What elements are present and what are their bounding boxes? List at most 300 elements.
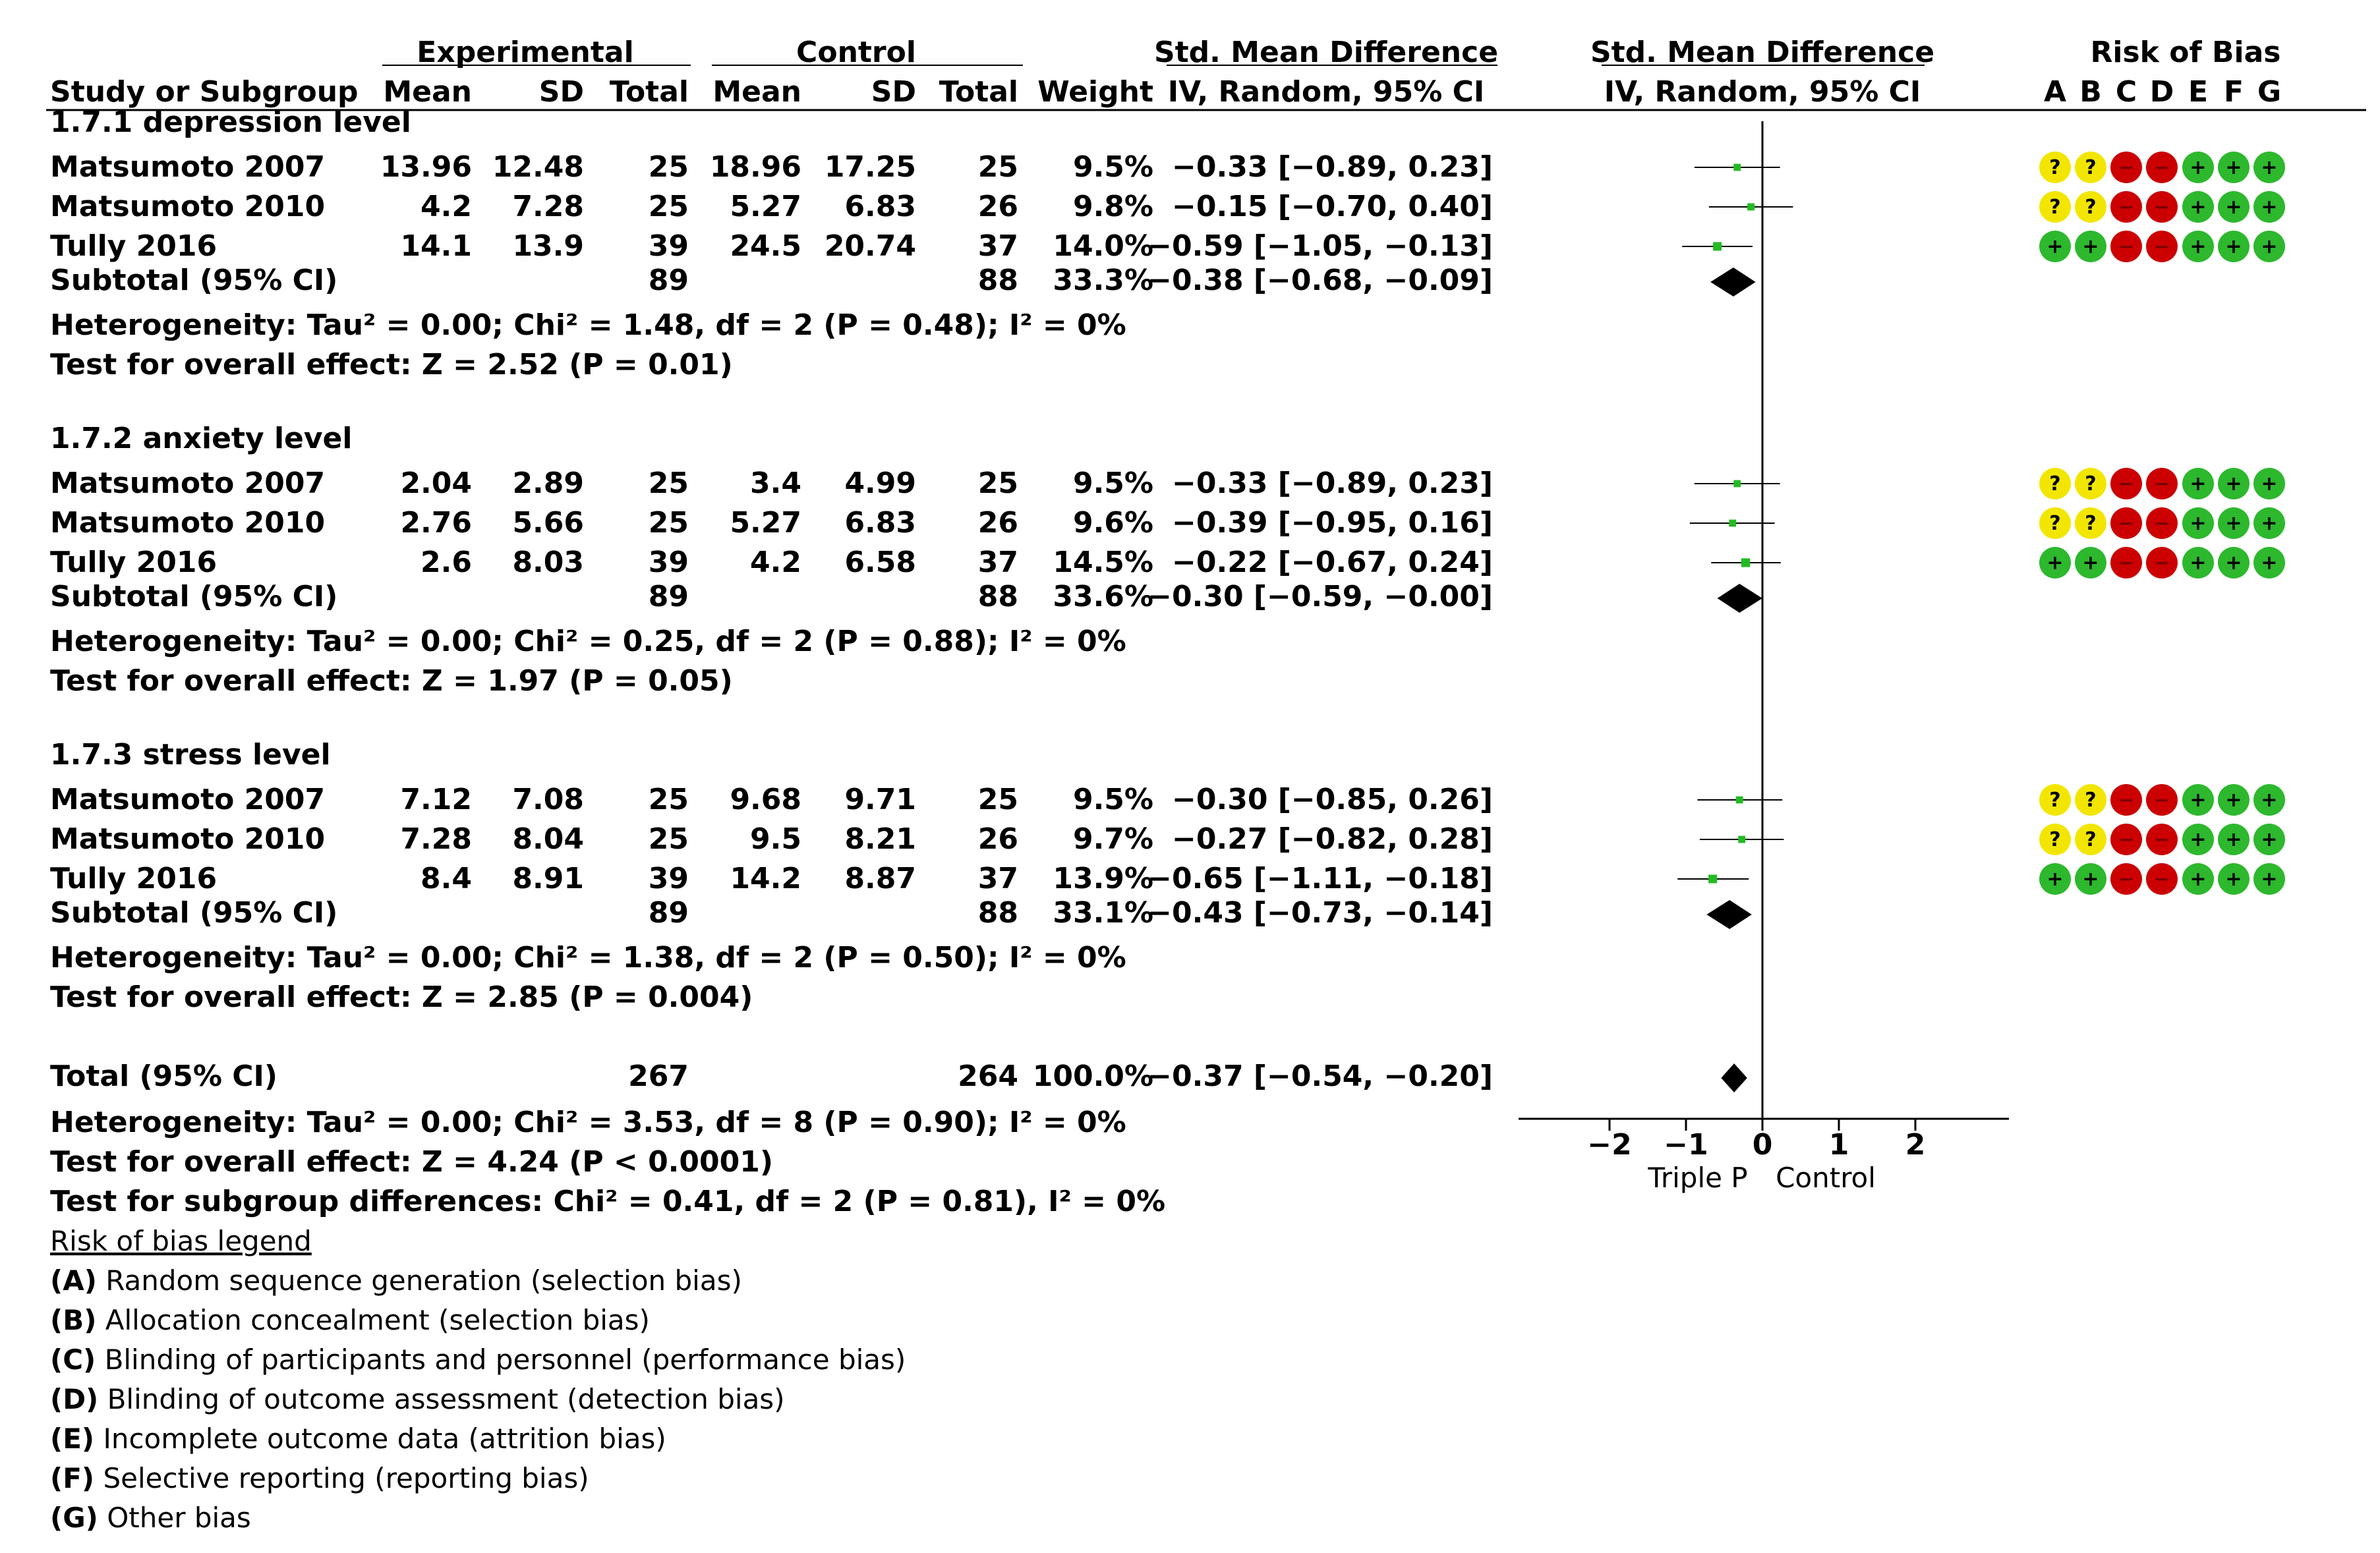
rob-judgement-1-2-0 bbox=[2039, 547, 2071, 579]
rob-legend-key: (A) bbox=[50, 1264, 97, 1297]
rob-legend-item bbox=[50, 1304, 650, 1336]
subtotal-exp-total: 89 bbox=[648, 580, 689, 613]
study-weight: 14.5% bbox=[1053, 546, 1153, 579]
rob-judgement-0-2-5 bbox=[2218, 231, 2249, 262]
rob-letter-e: E bbox=[2188, 75, 2209, 109]
ctl-sd: 6.83 bbox=[844, 190, 916, 223]
rob-judgement-0-1-4 bbox=[2182, 191, 2214, 223]
rob-glyph: + bbox=[2082, 551, 2099, 575]
study-ci: −0.22 [−0.67, 0.24] bbox=[1172, 546, 1493, 579]
study-name: Tully 2016 bbox=[50, 862, 218, 895]
x-tick-label: 0 bbox=[1752, 1128, 1773, 1162]
subtotal-ctl-total: 88 bbox=[977, 896, 1018, 930]
exp-mean: 7.28 bbox=[400, 822, 472, 856]
rob-judgement-0-0-2 bbox=[2110, 152, 2142, 183]
x-axis bbox=[1519, 1119, 2009, 1194]
x-label-favours-left: Triple P bbox=[1648, 1162, 1748, 1194]
rob-judgement-2-1-6 bbox=[2253, 824, 2285, 855]
subtotal-ctl-total: 88 bbox=[977, 264, 1018, 297]
rob-glyph: + bbox=[2225, 472, 2242, 495]
exp-mean: 13.96 bbox=[380, 150, 472, 184]
rob-letter-a: A bbox=[2043, 75, 2067, 109]
x-tick-label: −2 bbox=[1587, 1128, 1632, 1162]
subgroup-differences: Test for subgroup differences: Chi² = 0.41, df = 2 (P = 0.81), I² = 0% bbox=[50, 1185, 1166, 1218]
rob-legend-key: (C) bbox=[50, 1343, 96, 1376]
rob-judgement-2-0-6 bbox=[2253, 784, 2285, 816]
rob-judgement-2-1-1 bbox=[2075, 824, 2106, 855]
rob-judgement-0-1-0 bbox=[2039, 191, 2071, 223]
rob-legend-text: Random sequence generation (selection bias) bbox=[96, 1264, 742, 1297]
study-point-estimate bbox=[1713, 242, 1722, 251]
study-ci: −0.27 [−0.82, 0.28] bbox=[1172, 822, 1493, 856]
ctl-sd: 6.58 bbox=[844, 546, 916, 579]
smd-header: Std. Mean Difference bbox=[1153, 36, 1499, 69]
rob-judgement-0-0-5 bbox=[2218, 152, 2249, 183]
rob-glyph: ? bbox=[2049, 196, 2061, 219]
rob-judgement-1-2-6 bbox=[2253, 547, 2285, 579]
rob-judgement-1-0-6 bbox=[2253, 468, 2285, 499]
rob-glyph: + bbox=[2261, 828, 2278, 851]
rob-judgement-1-1-6 bbox=[2253, 507, 2285, 539]
rob-glyph: ? bbox=[2085, 789, 2097, 812]
rob-glyph: + bbox=[2190, 828, 2207, 851]
study-point-estimate bbox=[1733, 164, 1741, 171]
rob-judgement-0-0-3 bbox=[2146, 152, 2178, 183]
ctl-mean: 5.27 bbox=[730, 190, 801, 223]
rob-judgement-2-1-3 bbox=[2146, 824, 2178, 855]
rob-glyph: ? bbox=[2085, 156, 2097, 179]
x-tick-label: 1 bbox=[1828, 1128, 1849, 1162]
rob-glyph: ? bbox=[2049, 156, 2061, 179]
rob-judgement-2-1-5 bbox=[2218, 824, 2249, 855]
rob-judgement-1-2-5 bbox=[2218, 547, 2249, 579]
rob-judgement-1-1-5 bbox=[2218, 507, 2249, 539]
ctl-sd: 6.83 bbox=[844, 506, 916, 540]
subtotal-weight: 33.3% bbox=[1053, 264, 1153, 297]
subtotal-weight: 33.1% bbox=[1053, 896, 1153, 930]
rob-glyph: − bbox=[2153, 472, 2170, 495]
plot-method-header: IV, Random, 95% CI bbox=[1604, 75, 1921, 109]
rob-letter-b: B bbox=[2079, 75, 2102, 109]
rob-letter-headers bbox=[2044, 75, 2281, 109]
subgroup-overall-effect: Test for overall effect: Z = 1.97 (P = 0.05) bbox=[50, 664, 733, 698]
rob-legend-key: (G) bbox=[50, 1502, 98, 1534]
rob-glyph: − bbox=[2153, 156, 2170, 179]
study-point-estimate bbox=[1738, 836, 1745, 843]
rob-legend-key: (D) bbox=[50, 1383, 99, 1415]
ctl-sd: 8.87 bbox=[844, 862, 916, 895]
subtotal-exp-total: 89 bbox=[648, 896, 689, 930]
rob-legend-text: Other bias bbox=[98, 1502, 251, 1534]
rob-judgement-1-2-4 bbox=[2182, 547, 2214, 579]
weight-header: Weight bbox=[1037, 75, 1153, 109]
study-ci: −0.15 [−0.70, 0.40] bbox=[1172, 190, 1493, 223]
study-ci: −0.65 [−1.11, −0.18] bbox=[1147, 862, 1493, 895]
rob-judgement-1-1-4 bbox=[2182, 507, 2214, 539]
rob-glyph: − bbox=[2153, 868, 2170, 891]
study-ci: −0.39 [−0.95, 0.16] bbox=[1172, 506, 1493, 540]
rob-judgement-2-0-2 bbox=[2110, 784, 2142, 816]
exp-mean: 2.6 bbox=[421, 546, 472, 579]
study-name: Tully 2016 bbox=[50, 229, 218, 263]
study-weight: 9.6% bbox=[1072, 506, 1153, 540]
exp-total: 25 bbox=[648, 190, 689, 223]
study-ci: −0.33 [−0.89, 0.23] bbox=[1172, 150, 1493, 184]
ctl-total: 25 bbox=[977, 783, 1018, 816]
rob-judgement-0-2-2 bbox=[2110, 231, 2142, 262]
experimental-header: Experimental bbox=[417, 36, 634, 69]
total-weight: 100.0% bbox=[1032, 1059, 1153, 1093]
control-header: Control bbox=[796, 36, 916, 69]
exp-total: 25 bbox=[648, 822, 689, 856]
risk-of-bias-grid bbox=[2039, 152, 2285, 895]
exp-total: 25 bbox=[648, 506, 689, 540]
rob-glyph: ? bbox=[2085, 196, 2097, 219]
rob-judgement-1-0-3 bbox=[2146, 468, 2178, 499]
subgroup-heterogeneity: Heterogeneity: Tau² = 0.00; Chi² = 1.38, df = 2 (P = 0.50); I² = 0% bbox=[50, 941, 1126, 974]
rob-judgement-1-2-1 bbox=[2075, 547, 2106, 579]
rob-glyph: − bbox=[2153, 235, 2170, 258]
ctl-sd-header: SD bbox=[871, 75, 916, 109]
rob-legend-item bbox=[50, 1502, 251, 1534]
rob-judgement-2-2-5 bbox=[2218, 863, 2249, 895]
rob-judgement-2-2-4 bbox=[2182, 863, 2214, 895]
rob-glyph: − bbox=[2118, 235, 2135, 258]
rob-judgement-2-2-0 bbox=[2039, 863, 2071, 895]
rob-glyph: − bbox=[2118, 196, 2135, 219]
rob-judgement-2-1-4 bbox=[2182, 824, 2214, 855]
exp-sd: 7.28 bbox=[512, 190, 584, 223]
rob-judgement-2-2-1 bbox=[2075, 863, 2106, 895]
exp-total-header: Total bbox=[609, 75, 689, 109]
rob-judgement-2-0-5 bbox=[2218, 784, 2249, 816]
rob-judgement-0-2-4 bbox=[2182, 231, 2214, 262]
exp-sd: 2.89 bbox=[512, 466, 584, 500]
ctl-mean-header: Mean bbox=[712, 75, 801, 109]
rob-judgement-1-0-1 bbox=[2075, 468, 2106, 499]
rob-glyph: + bbox=[2190, 156, 2207, 179]
rob-judgement-0-0-1 bbox=[2075, 152, 2106, 183]
study-name: Tully 2016 bbox=[50, 546, 218, 579]
exp-mean: 14.1 bbox=[400, 229, 472, 263]
exp-mean: 8.4 bbox=[421, 862, 472, 895]
study-point-estimate bbox=[1736, 797, 1743, 804]
study-weight: 9.5% bbox=[1072, 150, 1153, 184]
study-ci: −0.59 [−1.05, −0.13] bbox=[1147, 229, 1493, 263]
rob-judgement-0-1-6 bbox=[2253, 191, 2285, 223]
ctl-mean: 9.5 bbox=[750, 822, 801, 856]
rob-legend-text: Blinding of participants and personnel (performance bias) bbox=[96, 1343, 906, 1376]
x-label-favours-right: Control bbox=[1776, 1162, 1876, 1194]
subtotal-label: Subtotal (95% CI) bbox=[50, 896, 338, 930]
rob-judgement-2-0-1 bbox=[2075, 784, 2106, 816]
rob-judgement-1-0-0 bbox=[2039, 468, 2071, 499]
rob-glyph: − bbox=[2118, 512, 2135, 535]
ctl-total-header: Total bbox=[939, 75, 1018, 109]
subtotal-label: Subtotal (95% CI) bbox=[50, 264, 338, 297]
study-name: Matsumoto 2010 bbox=[50, 190, 326, 223]
rob-glyph: + bbox=[2046, 235, 2064, 258]
rob-judgement-1-1-0 bbox=[2039, 507, 2071, 539]
rob-judgement-2-1-0 bbox=[2039, 824, 2071, 855]
rob-glyph: + bbox=[2190, 472, 2207, 495]
rob-judgement-2-2-6 bbox=[2253, 863, 2285, 895]
ctl-total: 26 bbox=[977, 822, 1018, 856]
study-ci: −0.33 [−0.89, 0.23] bbox=[1172, 466, 1493, 500]
exp-total: 25 bbox=[648, 150, 689, 184]
rob-glyph: + bbox=[2261, 196, 2278, 219]
total-ci: −0.37 [−0.54, −0.20] bbox=[1147, 1059, 1493, 1093]
rob-glyph: − bbox=[2153, 551, 2170, 575]
subgroup-title: 1.7.1 depression level bbox=[50, 105, 411, 139]
exp-mean: 2.04 bbox=[400, 466, 472, 500]
rob-legend-item bbox=[50, 1423, 666, 1455]
study-weight: 9.5% bbox=[1072, 466, 1153, 500]
rob-letter-d: D bbox=[2149, 75, 2174, 109]
rob-glyph: + bbox=[2225, 156, 2242, 179]
rob-glyph: + bbox=[2225, 868, 2242, 891]
exp-sd: 12.48 bbox=[492, 150, 584, 184]
rob-glyph: − bbox=[2118, 551, 2135, 575]
rob-legend-item bbox=[50, 1264, 742, 1297]
total-label: Total (95% CI) bbox=[50, 1059, 278, 1093]
subgroup-heterogeneity: Heterogeneity: Tau² = 0.00; Chi² = 1.48, df = 2 (P = 0.48); I² = 0% bbox=[50, 308, 1126, 342]
rob-legend-item bbox=[50, 1383, 785, 1415]
study-name: Matsumoto 2007 bbox=[50, 783, 326, 816]
rob-judgement-0-0-4 bbox=[2182, 152, 2214, 183]
subgroup-heterogeneity: Heterogeneity: Tau² = 0.00; Chi² = 0.25, df = 2 (P = 0.88); I² = 0% bbox=[50, 625, 1126, 658]
subtotal-diamond bbox=[1710, 268, 1755, 296]
subgroup-title: 1.7.3 stress level bbox=[50, 738, 331, 772]
rob-legend-text: Incomplete outcome data (attrition bias) bbox=[94, 1423, 666, 1455]
rob-glyph: + bbox=[2261, 551, 2278, 575]
rob-glyph: − bbox=[2153, 512, 2170, 535]
ctl-total: 37 bbox=[977, 229, 1018, 263]
rob-glyph: + bbox=[2261, 156, 2278, 179]
exp-sd-header: SD bbox=[538, 75, 584, 109]
ctl-total: 26 bbox=[977, 190, 1018, 223]
ctl-total: 25 bbox=[977, 150, 1018, 184]
study-name: Matsumoto 2007 bbox=[50, 150, 326, 184]
ctl-total: 37 bbox=[977, 862, 1018, 895]
rob-glyph: + bbox=[2046, 868, 2064, 891]
total-diamond bbox=[1721, 1063, 1747, 1092]
rob-glyph: + bbox=[2225, 551, 2242, 575]
rob-judgement-1-2-3 bbox=[2146, 547, 2178, 579]
rob-judgement-1-0-4 bbox=[2182, 468, 2214, 499]
study-point-estimate bbox=[1741, 558, 1750, 567]
total-exp-total: 267 bbox=[628, 1059, 689, 1093]
ctl-sd: 20.74 bbox=[824, 229, 916, 263]
study-column-header: Study or Subgroup bbox=[50, 75, 359, 109]
rob-glyph: ? bbox=[2049, 828, 2061, 851]
exp-sd: 8.03 bbox=[512, 546, 584, 579]
study-name: Matsumoto 2007 bbox=[50, 466, 326, 500]
exp-sd: 5.66 bbox=[512, 506, 584, 540]
exp-mean: 4.2 bbox=[421, 190, 472, 223]
study-weight: 14.0% bbox=[1053, 229, 1153, 263]
rob-judgement-1-1-1 bbox=[2075, 507, 2106, 539]
ctl-total: 25 bbox=[977, 466, 1018, 500]
rob-glyph: + bbox=[2190, 551, 2207, 575]
rob-glyph: ? bbox=[2049, 512, 2061, 535]
rob-judgement-2-1-2 bbox=[2110, 824, 2142, 855]
ctl-mean: 5.27 bbox=[730, 506, 801, 540]
rob-judgement-0-2-3 bbox=[2146, 231, 2178, 262]
exp-total: 39 bbox=[648, 229, 689, 263]
rob-judgement-0-1-3 bbox=[2146, 191, 2178, 223]
rob-judgement-0-1-1 bbox=[2075, 191, 2106, 223]
exp-sd: 13.9 bbox=[512, 229, 584, 263]
exp-mean: 2.76 bbox=[400, 506, 472, 540]
rob-glyph: + bbox=[2190, 235, 2207, 258]
rob-glyph: ? bbox=[2085, 472, 2097, 495]
subtotal-ci: −0.43 [−0.73, −0.14] bbox=[1147, 896, 1493, 930]
x-tick-label: −1 bbox=[1664, 1128, 1708, 1162]
exp-total: 25 bbox=[648, 783, 689, 816]
rob-judgement-1-1-3 bbox=[2146, 507, 2178, 539]
subtotal-label: Subtotal (95% CI) bbox=[50, 580, 338, 613]
rob-judgement-0-0-6 bbox=[2253, 152, 2285, 183]
rob-glyph: + bbox=[2046, 551, 2064, 575]
study-weight: 9.7% bbox=[1072, 822, 1153, 856]
rob-judgement-0-1-2 bbox=[2110, 191, 2142, 223]
subtotal-diamond bbox=[1718, 584, 1762, 613]
ctl-total: 37 bbox=[977, 546, 1018, 579]
rob-glyph: − bbox=[2118, 472, 2135, 495]
rob-legend-key: (E) bbox=[50, 1423, 95, 1455]
subtotal-weight: 33.6% bbox=[1053, 580, 1153, 613]
subtotal-ctl-total: 88 bbox=[977, 580, 1018, 613]
exp-sd: 8.04 bbox=[512, 822, 584, 856]
rob-legend-key: (F) bbox=[50, 1462, 95, 1494]
rob-legend-list bbox=[50, 1264, 906, 1534]
rob-legend-item bbox=[50, 1343, 906, 1376]
ctl-mean: 24.5 bbox=[730, 229, 801, 263]
rob-glyph: + bbox=[2225, 235, 2242, 258]
rob-glyph: ? bbox=[2049, 472, 2061, 495]
study-name: Matsumoto 2010 bbox=[50, 506, 326, 540]
exp-mean-header: Mean bbox=[383, 75, 472, 109]
total-heterogeneity: Heterogeneity: Tau² = 0.00; Chi² = 3.53, df = 8 (P = 0.90); I² = 0% bbox=[50, 1106, 1126, 1139]
ctl-mean: 9.68 bbox=[730, 783, 801, 816]
ctl-sd: 17.25 bbox=[824, 150, 916, 184]
subtotal-ci: −0.38 [−0.68, −0.09] bbox=[1147, 264, 1493, 297]
rob-glyph: − bbox=[2118, 828, 2135, 851]
rob-glyph: + bbox=[2082, 868, 2099, 891]
rob-judgement-1-0-2 bbox=[2110, 468, 2142, 499]
subgroup-overall-effect: Test for overall effect: Z = 2.85 (P = 0.004) bbox=[50, 980, 753, 1014]
ctl-total: 26 bbox=[977, 506, 1018, 540]
plot-area bbox=[1677, 121, 1793, 1119]
rob-glyph: + bbox=[2225, 512, 2242, 535]
rob-legend-title: Risk of bias legend bbox=[50, 1225, 312, 1257]
rob-legend-text: Selective reporting (reporting bias) bbox=[94, 1462, 589, 1494]
rob-glyph: − bbox=[2153, 789, 2170, 812]
study-ci: −0.30 [−0.85, 0.26] bbox=[1172, 783, 1493, 816]
rob-glyph: − bbox=[2118, 868, 2135, 891]
rob-glyph: + bbox=[2225, 789, 2242, 812]
rob-judgement-2-2-2 bbox=[2110, 863, 2142, 895]
total-ctl-total: 264 bbox=[958, 1059, 1018, 1093]
rob-judgement-0-2-1 bbox=[2075, 231, 2106, 262]
rob-judgement-1-0-5 bbox=[2218, 468, 2249, 499]
rob-judgement-0-2-0 bbox=[2039, 231, 2071, 262]
subtotal-diamond bbox=[1706, 900, 1751, 929]
rob-glyph: + bbox=[2225, 828, 2242, 851]
rob-glyph: ? bbox=[2049, 789, 2061, 812]
exp-total: 39 bbox=[648, 862, 689, 895]
subtotal-exp-total: 89 bbox=[648, 264, 689, 297]
rob-glyph: + bbox=[2190, 512, 2207, 535]
study-name: Matsumoto 2010 bbox=[50, 822, 326, 856]
rob-glyph: − bbox=[2118, 156, 2135, 179]
x-tick-label: 2 bbox=[1905, 1128, 1926, 1162]
rob-judgement-0-1-5 bbox=[2218, 191, 2249, 223]
ctl-sd: 4.99 bbox=[844, 466, 916, 500]
study-weight: 9.8% bbox=[1072, 190, 1153, 223]
ctl-mean: 3.4 bbox=[750, 466, 801, 500]
rob-glyph: + bbox=[2261, 868, 2278, 891]
study-weight: 13.9% bbox=[1053, 862, 1153, 895]
subgroup-title: 1.7.2 anxiety level bbox=[50, 422, 353, 455]
exp-sd: 8.91 bbox=[512, 862, 584, 895]
rob-glyph: + bbox=[2190, 868, 2207, 891]
method-header: IV, Random, 95% CI bbox=[1167, 75, 1485, 109]
rob-judgement-2-2-3 bbox=[2146, 863, 2178, 895]
exp-total: 25 bbox=[648, 466, 689, 500]
rob-legend-item bbox=[50, 1462, 589, 1494]
rob-judgement-0-0-0 bbox=[2039, 152, 2071, 183]
rob-glyph: + bbox=[2261, 472, 2278, 495]
rob-glyph: + bbox=[2261, 789, 2278, 812]
study-point-estimate bbox=[1708, 875, 1717, 884]
rob-letter-f: F bbox=[2223, 75, 2244, 109]
exp-mean: 7.12 bbox=[400, 783, 472, 816]
rob-legend-text: Allocation concealment (selection bias) bbox=[96, 1304, 650, 1336]
exp-total: 39 bbox=[648, 546, 689, 579]
rob-glyph: ? bbox=[2085, 828, 2097, 851]
rob-glyph: + bbox=[2190, 196, 2207, 219]
subtotal-ci: −0.30 [−0.59, −0.00] bbox=[1147, 580, 1493, 613]
ctl-sd: 8.21 bbox=[844, 822, 916, 856]
rob-judgement-0-2-6 bbox=[2253, 231, 2285, 262]
subgroup-overall-effect: Test for overall effect: Z = 2.52 (P = 0.01) bbox=[50, 348, 733, 381]
rob-judgement-2-0-0 bbox=[2039, 784, 2071, 816]
study-table bbox=[50, 105, 1493, 1014]
study-point-estimate bbox=[1733, 480, 1741, 488]
rob-glyph: − bbox=[2153, 196, 2170, 219]
study-weight: 9.5% bbox=[1072, 783, 1153, 816]
rob-judgement-1-2-2 bbox=[2110, 547, 2142, 579]
ctl-mean: 18.96 bbox=[709, 150, 801, 184]
ctl-sd: 9.71 bbox=[844, 783, 916, 816]
rob-glyph: − bbox=[2153, 828, 2170, 851]
rob-letter-c: C bbox=[2115, 75, 2137, 109]
ctl-mean: 14.2 bbox=[730, 862, 801, 895]
rob-glyph: + bbox=[2225, 196, 2242, 219]
exp-sd: 7.08 bbox=[512, 783, 584, 816]
rob-legend-text: Blinding of outcome assessment (detection bias) bbox=[98, 1383, 785, 1415]
rob-glyph: + bbox=[2082, 235, 2099, 258]
rob-header: Risk of Bias bbox=[2090, 36, 2281, 69]
rob-letter-g: G bbox=[2257, 75, 2282, 109]
smd-plot-header: Std. Mean Difference bbox=[1590, 36, 1935, 69]
rob-glyph: + bbox=[2261, 235, 2278, 258]
rob-judgement-1-1-2 bbox=[2110, 507, 2142, 539]
rob-judgement-2-0-3 bbox=[2146, 784, 2178, 816]
study-point-estimate bbox=[1747, 204, 1755, 211]
